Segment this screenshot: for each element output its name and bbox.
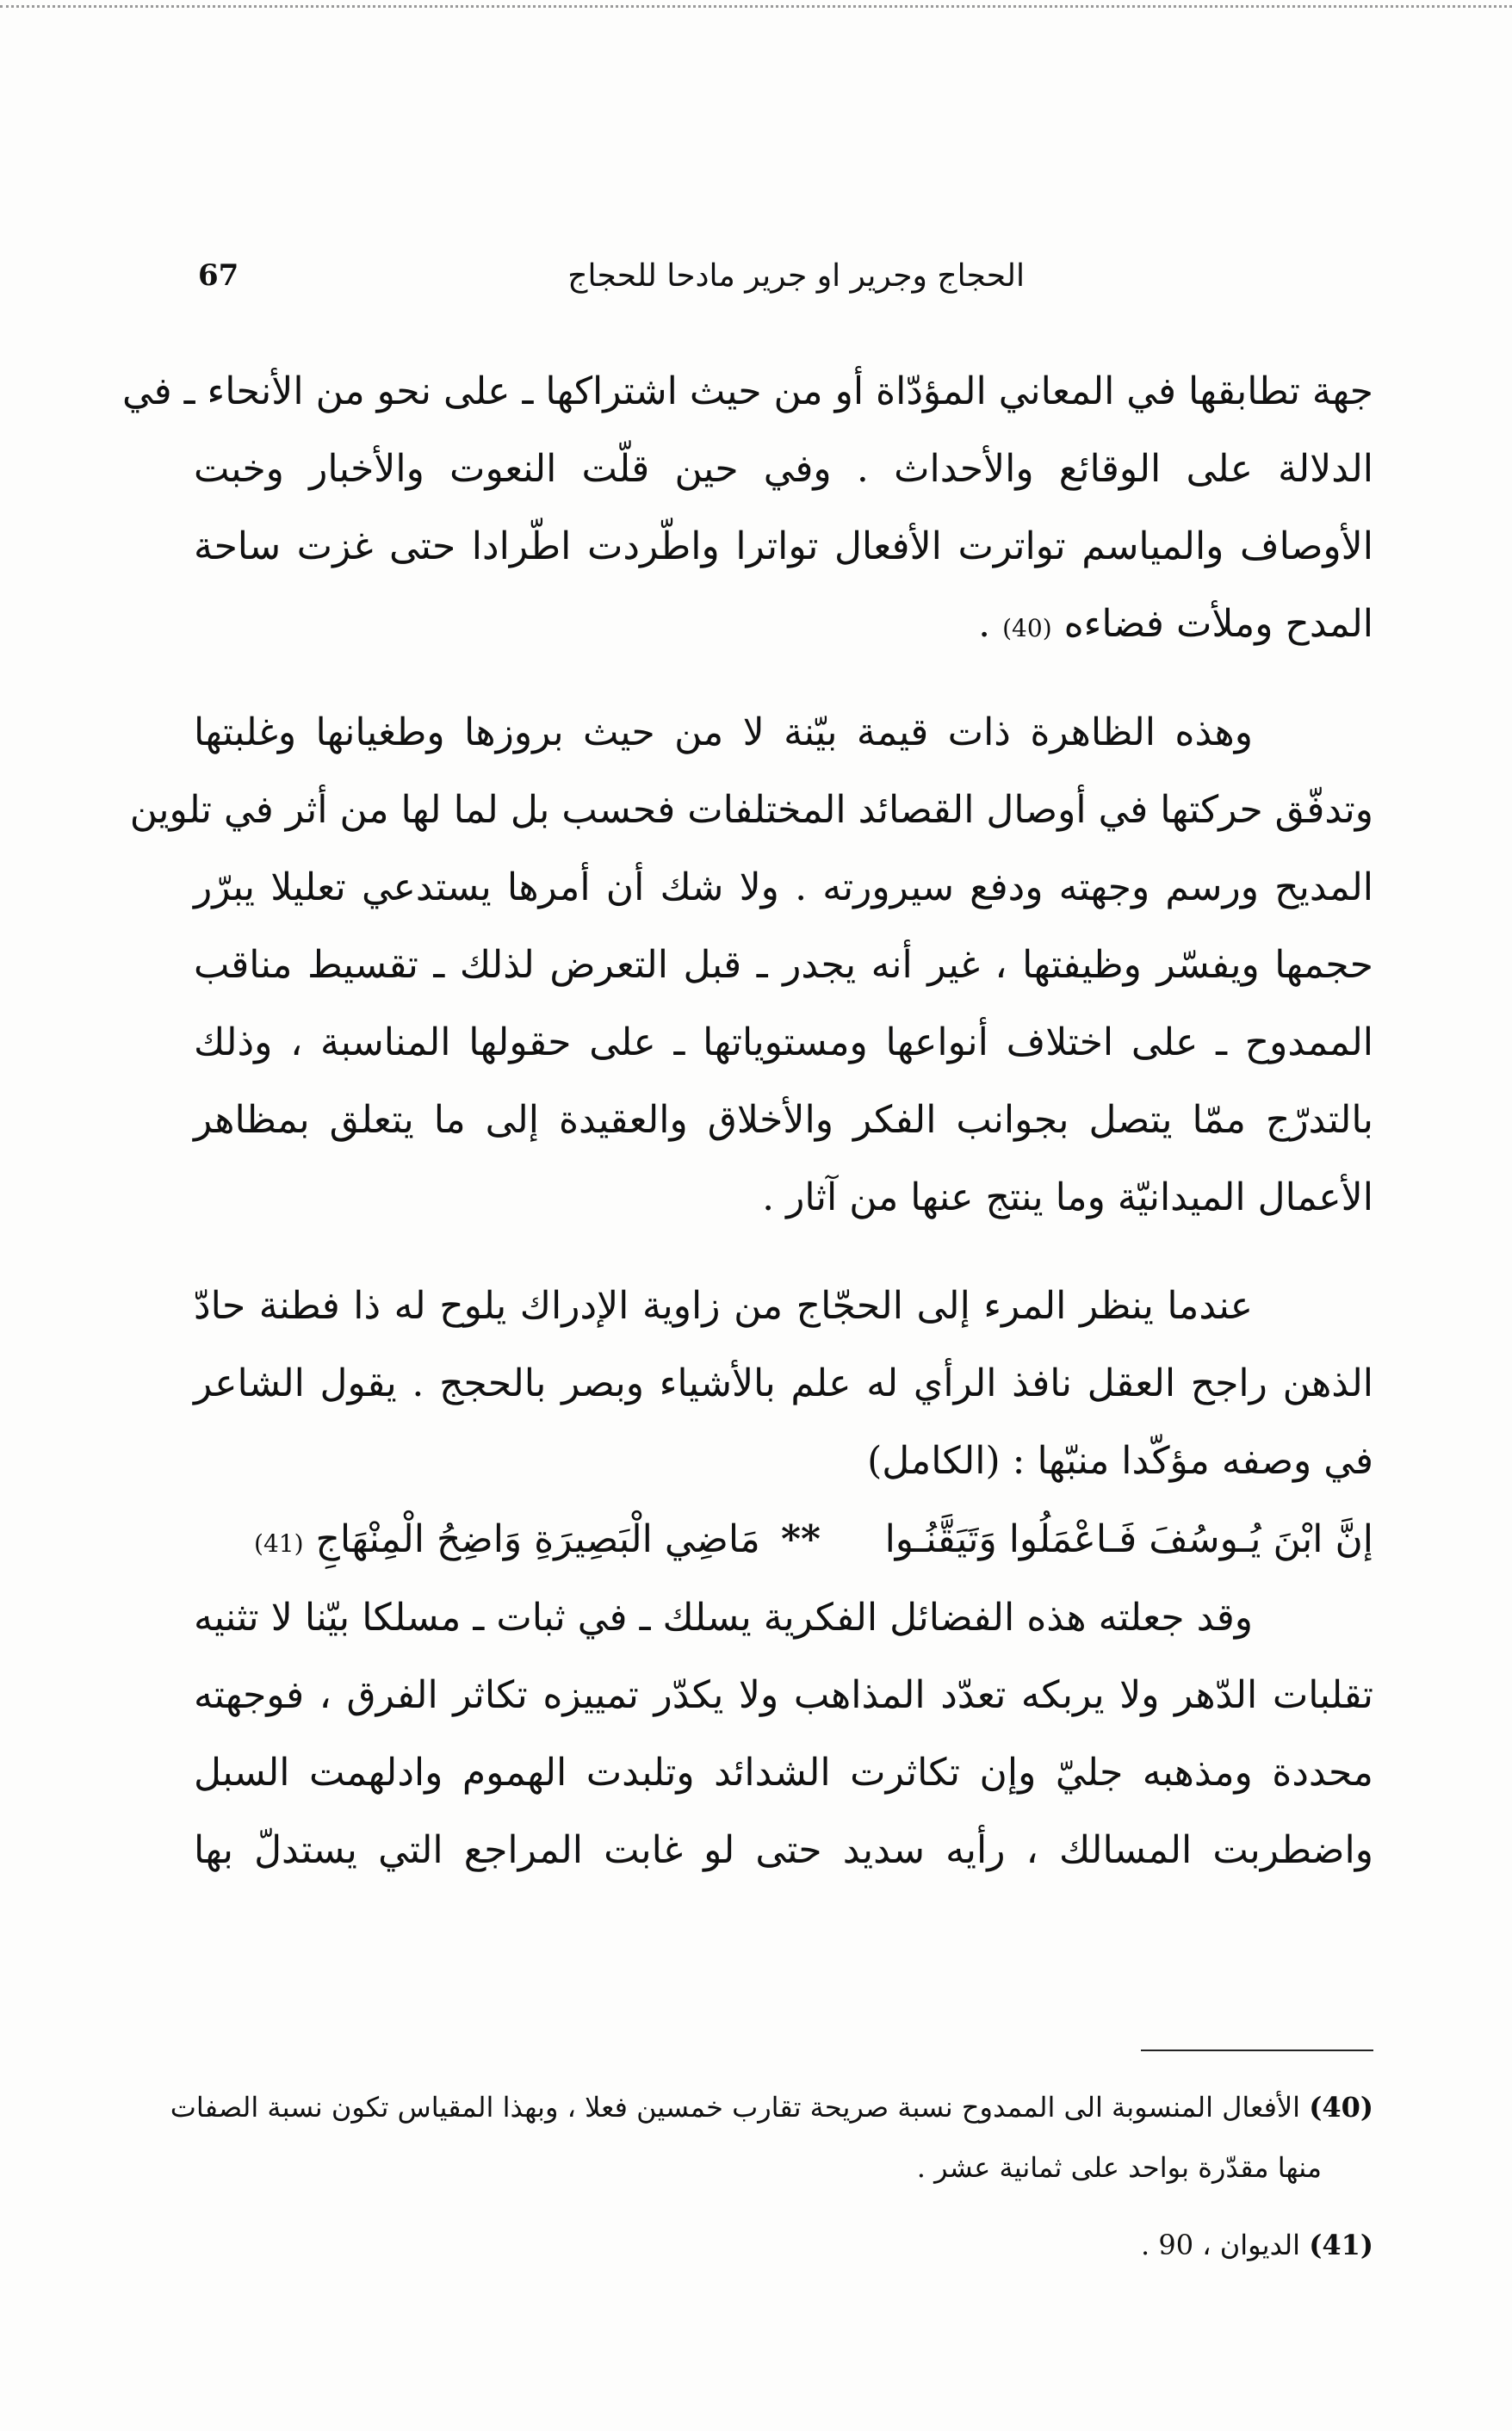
footnote-40-continued: منها مقدّرة بواحد على ثمانية عشر . <box>916 2151 1322 2184</box>
footnote-divider <box>1141 2050 1373 2051</box>
footnote-text: الأفعال المنسوبة الى الممدوح نسبة صريحة تقارب خمسين فعلا ، وبهذا المقياس تكون نسبة الصفات <box>170 2091 1301 2124</box>
text-line-content: المدح وملأت فضاءه <box>1063 602 1373 646</box>
text-line: بالتدرّج ممّا يتصل بجوانب الفكر والأخلاق والعقيدة إلى ما يتعلق بمظاهر <box>194 1098 1373 1142</box>
text-line: عندما ينظر المرء إلى الحجّاج من زاوية الإدراك يلوح له ذا فطنة حادّ <box>194 1284 1253 1328</box>
body-text <box>121 353 1373 1889</box>
text-line: المديح ورسم وجهته ودفع سيرورته . ولا شك أن أمرها يستدعي تعليلا يبرّر <box>194 865 1373 909</box>
verse-separator: ** <box>780 1517 821 1561</box>
verse-hemistich-second <box>254 1500 771 1584</box>
text-line: الأعمال الميدانيّة وما ينتج عنها من آثار . <box>762 1175 1373 1219</box>
scan-edge-line <box>0 5 1512 8</box>
verse-hemistich-first: إنَّ ابْنَ يُـوسُفَ فَـاعْمَلُوا وَتَيَقَّنُـوا <box>884 1517 1373 1561</box>
text-line: جهة تطابقها في المعاني المؤدّاة أو من حيث اشتراكها ـ على نحو من الأنحاء ـ في <box>121 369 1373 413</box>
footnote-ref-41: (41) <box>254 1529 304 1558</box>
text-line: محددة ومذهبه جليّ وإن تكاثرت الشدائد وتلبدت الهموم وادلهمت السبل <box>194 1751 1373 1795</box>
footnote-number: (40) <box>1309 2091 1373 2124</box>
running-title: الحجاج وجرير او جرير مادحا للحجاج <box>567 258 1025 294</box>
sentence-end: . <box>978 602 1003 646</box>
page-number: 67 <box>198 258 239 293</box>
text-line: الممدوح ـ على اختلاف أنواعها ومستوياتها ـ على حقولها المناسبة ، وذلك <box>194 1020 1373 1064</box>
text-line: الأوصاف والمياسم تواترت الأفعال تواترا واطّردت اطّرادا حتى غزت ساحة <box>194 524 1373 568</box>
text-line: الذهن راجح العقل نافذ الرأي له علم بالأشياء وبصر بالحجج . يقول الشاعر <box>194 1361 1373 1405</box>
footnote-text: الديوان ، 90 . <box>1141 2229 1301 2261</box>
text-line: في وصفه مؤكّدا منبّها : (الكامل) <box>867 1439 1373 1483</box>
text-line: واضطربت المسالك ، رأيه سديد حتى لو غابت المراجع التي يستدلّ بها <box>194 1828 1373 1872</box>
footnote-41 <box>194 2215 1373 2275</box>
text-line: الدلالة على الوقائع والأحداث . وفي حين قلّت النعوت والأخبار وخبت <box>194 447 1373 491</box>
text-line <box>194 586 1373 663</box>
text-line: حجمها ويفسّر وظيفتها ، غير أنه يجدر ـ قبل التعرض لذلك ـ تقسيط مناقب <box>194 943 1373 987</box>
text-line: وقد جعلته هذه الفضائل الفكرية يسلك ـ في ثبات ـ مسلكا بيّنا لا تثنيه <box>194 1596 1253 1640</box>
poetry-verse <box>194 1500 1373 1579</box>
text-line: تقلبات الدّهر ولا يربكه تعدّد المذاهب ولا يكدّر تمييزه تكاثر الفرق ، فوجهته <box>194 1673 1373 1717</box>
text-line: وتدفّق حركتها في أوصال القصائد المختلفات فحسب بل لما لها من أثر في تلوين <box>129 788 1373 832</box>
footnote-number: (41) <box>1309 2229 1373 2261</box>
footnote-ref-40: (40) <box>1002 614 1052 642</box>
footnotes <box>170 2077 1373 2275</box>
text-line: وهذه الظاهرة ذات قيمة بيّنة لا من حيث بروزها وطغيانها وغلبتها <box>194 710 1253 754</box>
page-header <box>198 258 1369 310</box>
verse-hemistich-second-text: مَاضِي الْبَصِيرَةِ وَاضِحُ الْمِنْهَاجِ <box>315 1517 760 1561</box>
footnote-40 <box>170 2077 1373 2137</box>
